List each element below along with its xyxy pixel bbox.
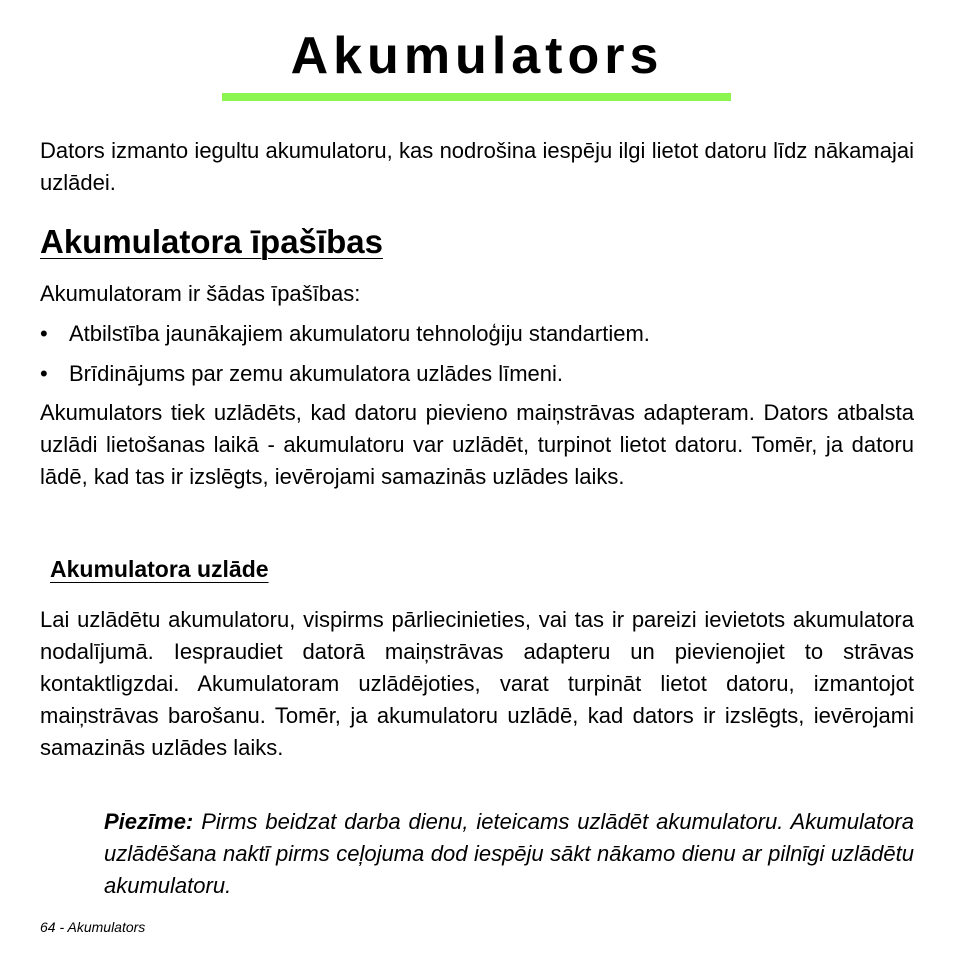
feature-list [40, 318, 914, 398]
list-item-text: Atbilstība jaunākajiem akumulatoru tehnoloģiju standartiem. [69, 321, 650, 346]
list-item [40, 358, 914, 390]
page-footer: 64 - Akumulators [40, 919, 146, 935]
section-paragraph: Akumulators tiek uzlādēts, kad datoru pievieno maiņstrāvas adapteram. Dators atbalsta uzlādi lietošanas laikā - akumulatoru var uzlādēt, turpinot lietot datoru. Tomēr, ja datoru lādē, kad tas ir izslēgts, ievērojami samazinās uzlādes laiks. [40, 400, 914, 489]
bullet-icon: • [40, 361, 48, 386]
page-title: Akumulators [290, 27, 664, 85]
bullet-icon: • [40, 321, 48, 346]
section-heading: Akumulatora īpašības [40, 223, 383, 260]
subsection-heading: Akumulatora uzlāde [50, 556, 269, 582]
title-underline-bar [222, 93, 731, 101]
section-lead: Akumulatoram ir šādas īpašības: [40, 281, 361, 306]
note-text: Pirms beidzat darba dienu, ieteicams uzlādēt akumulatoru. Akumulatora uzlādēšana naktī pirms ceļojuma dod iespēju sākt nākamo dienu ar pilnīgi uzlādētu akumulatoru. [104, 809, 914, 898]
list-item [40, 318, 914, 350]
note-label: Piezīme: [104, 809, 194, 834]
subsection-paragraph: Lai uzlādētu akumulatoru, vispirms pārliecinieties, vai tas ir pareizi ievietots akumulatora nodalījumā. Iespraudiet datorā maiņstrāvas adapteru un pievienojiet to strāvas kontaktligzdai. Akumulatoram uzlādējoties, varat turpināt lietot datoru, izmantojot maiņstrāvas barošanu. Tomēr, ja akumulatoru uzlādē, kad dators ir izslēgts, ievērojami samazinās uzlādes laiks. [40, 607, 914, 760]
note-block [104, 806, 914, 902]
list-item-text: Brīdinājums par zemu akumulatora uzlādes līmeni. [69, 361, 564, 386]
intro-paragraph: Dators izmanto iegultu akumulatoru, kas nodrošina iespēju ilgi lietot datoru līdz nākamajai uzlādei. [40, 138, 914, 195]
